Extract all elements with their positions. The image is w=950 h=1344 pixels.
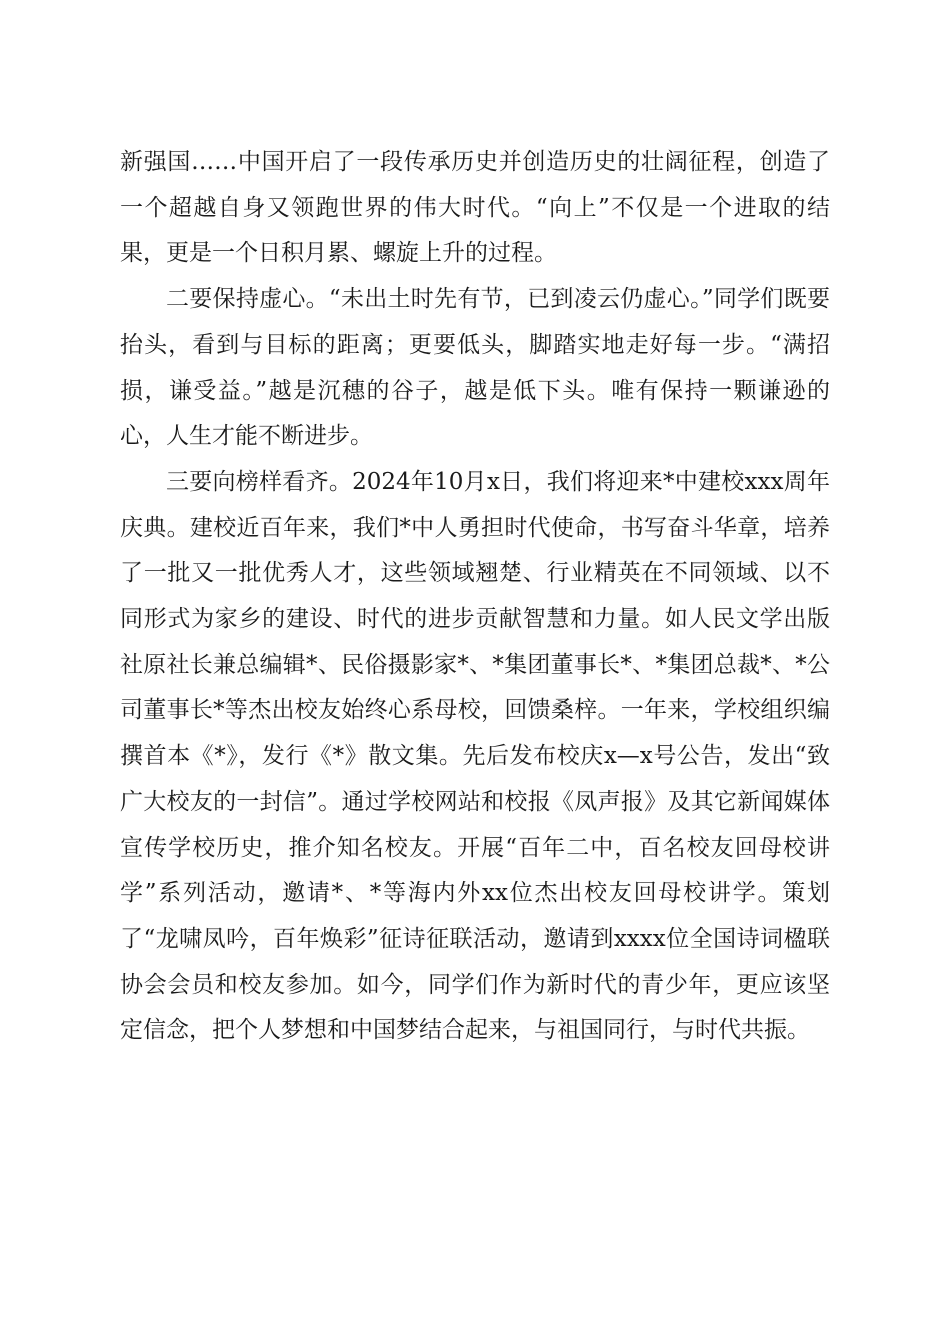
paragraph-keep-humble: 二要保持虚心。“未出土时先有节，已到凌云仍虚心。”同学们既要抬头，看到与目标的距离；更要低头，脚踏实地走好每一步。“满招损，谦受益。”越是沉穗的谷子，越是低下头。唯有保持一颗谦逊的心，人生才能不断进步。 bbox=[120, 286, 830, 450]
document-body bbox=[120, 140, 830, 1054]
paragraph-continuation: 新强国……中国开启了一段传承历史并创造历史的壮阔征程，创造了一个超越自身又领跑世界的伟大时代。“向上”不仅是一个进取的结果，更是一个日积月累、螺旋上升的过程。 bbox=[120, 149, 830, 267]
paragraph-follow-role-models: 三要向榜样看齐。2024年10月x日，我们将迎来*中建校xxx周年庆典。建校近百年来，我们*中人勇担时代使命，书写奋斗华章，培养了一批又一批优秀人才，这些领域翘楚、行业精英在不同领域、以不同形式为家乡的建设、时代的进步贡献智慧和力量。如人民文学出版社原社长兼总编辑*、民俗摄影家*、*集团董事长*、*集团总裁*、*公司董事长*等杰出校友始终心系母校，回馈桑梓。一年来，学校组织编撰首本《*》，发行《*》散文集。先后发布校庆x—x号公告，发出“致广大校友的一封信”。通过学校网站和校报《凤声报》及其它新闻媒体宣传学校历史，推介知名校友。开展“百年二中，百名校友回母校讲学”系列活动，邀请*、*等海内外xx位杰出校友回母校讲学。策划了“龙啸凤吟，百年焕彩”征诗征联活动，邀请到xxxx位全国诗词楹联协会会员和校友参加。如今，同学们作为新时代的青少年，更应该坚定信念，把个人梦想和中国梦结合起来，与祖国同行，与时代共振。 bbox=[120, 468, 830, 1044]
